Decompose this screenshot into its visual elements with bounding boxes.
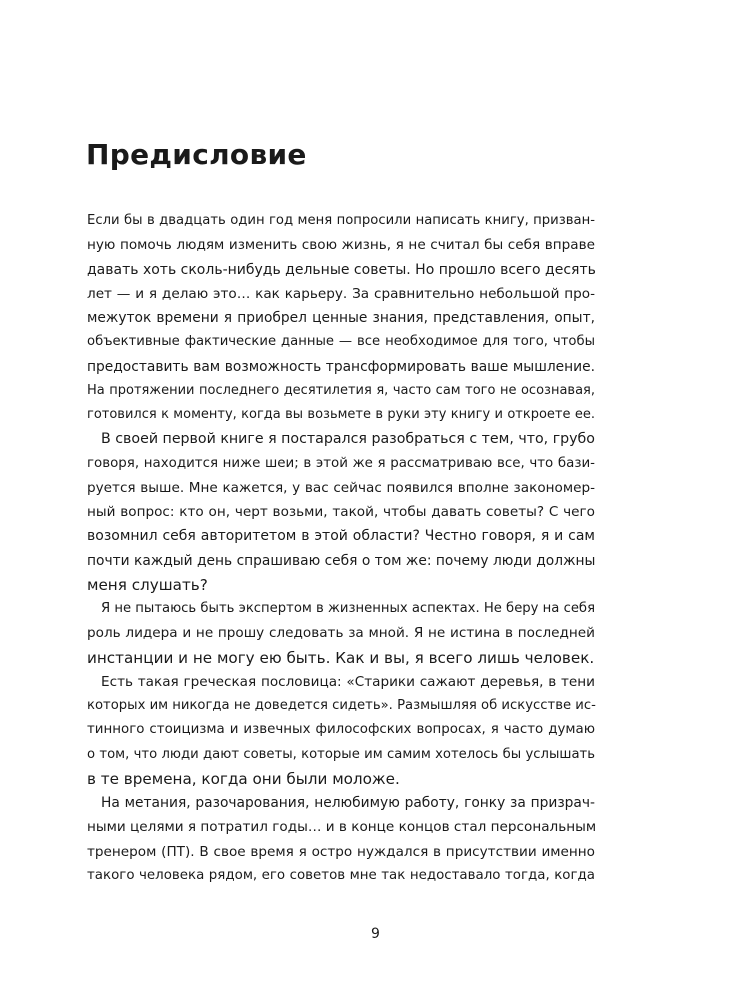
text-line: инстанции и не могу ею быть. Как и вы, я всего лишь человек. [87, 648, 595, 667]
text-line: ными целями я потратил годы… и в конце концов стал персональным [87, 819, 597, 836]
text-line: Я не пытаюсь быть экспертом в жизненных аспектах. Не беру на себя [101, 601, 595, 616]
text-line: возомнил себя авторитетом в этой области? Честно говоря, я и сам [87, 528, 595, 545]
text-line: руется выше. Мне кажется, у вас сейчас появился вполне закономер- [87, 479, 595, 496]
body-text [87, 209, 595, 888]
text-line: На протяжении последнего десятилетия я, часто сам того не осознавая, [87, 382, 595, 398]
text-line: почти каждый день спрашиваю себя о том же: почему люди должны [87, 552, 596, 569]
text-line: Если бы в двадцать один год меня попросили написать книгу, призван- [87, 213, 595, 228]
text-line: На метания, разочарования, нелюбимую работу, гонку за призрач- [101, 795, 595, 811]
text-line: такого человека рядом, его советов мне так недоставало тогда, когда [87, 867, 595, 883]
paragraph [87, 597, 595, 670]
text-line: меня слушать? [87, 575, 208, 594]
text-line: В своей первой книге я постарался разобраться с тем, что, грубо [101, 431, 595, 448]
chapter-title: Предисловие [86, 138, 307, 171]
text-line: говоря, находится ниже шеи; в этой же я рассматриваю все, что бази- [87, 455, 595, 471]
text-line: тинного стоицизма и извечных философских вопросах, я часто думаю [87, 722, 595, 738]
text-line: в те времена, когда они были моложе. [87, 769, 400, 788]
text-line: ный вопрос: кто он, черт возьми, такой, чтобы давать советы? С чего [87, 504, 595, 520]
text-line: предоставить вам возможность трансформировать ваше мышление. [87, 358, 595, 375]
text-line: ную помочь людям изменить свою жизнь, я не считал бы себя вправе [87, 237, 595, 254]
text-line: роль лидера и не прошу следовать за мной. Я не истина в последней [87, 625, 595, 642]
text-line: готовился к моменту, когда вы возьмете в руки эту книгу и откроете ее. [87, 407, 595, 422]
paragraph [87, 427, 595, 597]
page-number: 9 [371, 926, 380, 942]
text-line: межуток времени я приобрел ценные знания, представления, опыт, [87, 310, 595, 326]
paragraph [87, 791, 595, 888]
text-line: объективные фактические данные — все необходимое для того, чтобы [87, 334, 595, 350]
paragraph [87, 670, 595, 791]
text-line: Есть такая греческая пословица: «Старики сажают деревья, в тени [101, 673, 595, 690]
paragraph [87, 209, 595, 427]
text-line: тренером (ПТ). В свое время я остро нуждался в присутствии именно [87, 843, 595, 860]
text-line: которых им никогда не доведется сидеть». Размышляя об искусстве ис- [87, 698, 596, 713]
text-line: лет — и я делаю это… как карьеру. За сравнительно небольшой про- [87, 285, 595, 302]
text-line: о том, что люди дают советы, которые им самим хотелось бы услышать [87, 746, 595, 762]
text-line: давать хоть сколь-нибудь дельные советы. Но прошло всего десять [87, 261, 596, 278]
